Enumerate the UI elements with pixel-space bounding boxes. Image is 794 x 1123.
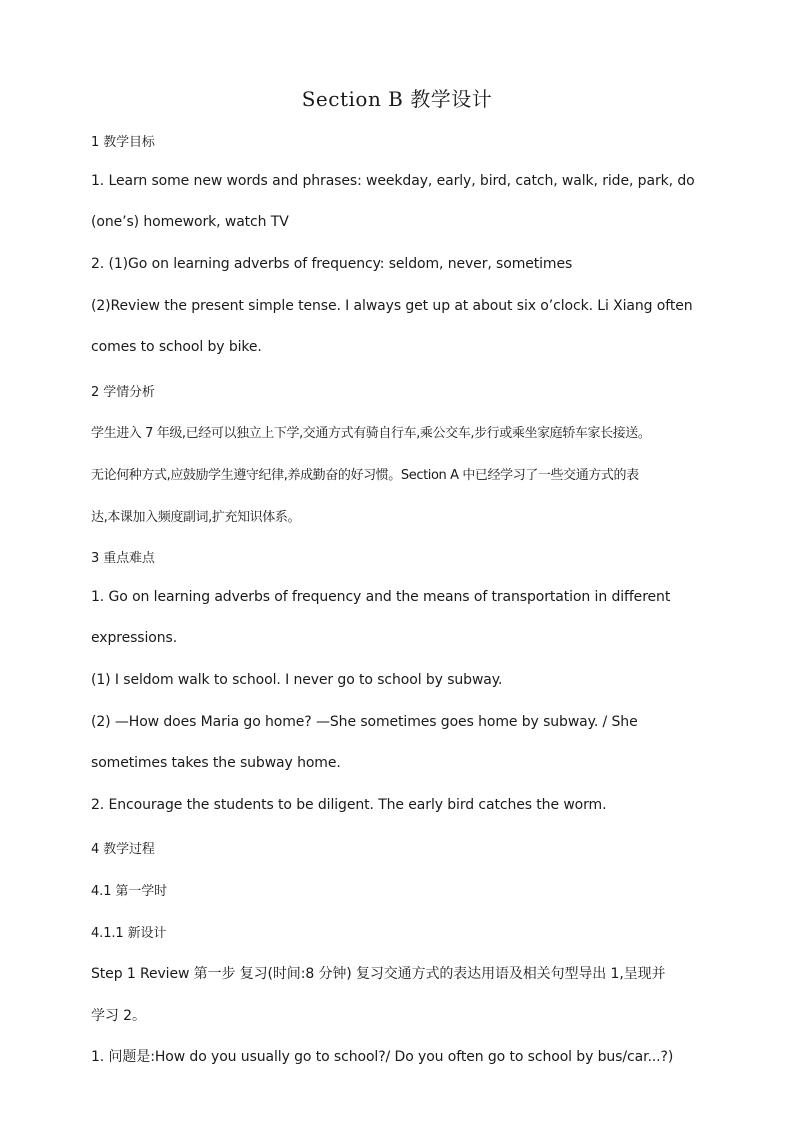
paragraph-line: Step 1 Review 第一步 复习(时间:8 分钟) 复习交通方式的表达用语及相关句型导出 1,呈现并 [91, 966, 666, 982]
paragraph-line: (one’s) homework, watch TV [91, 214, 289, 230]
paragraph-line: expressions. [91, 630, 178, 646]
paragraph-line: sometimes takes the subway home. [91, 755, 341, 771]
paragraph-line: (2)Review the present simple tense. I always get up at about six o’clock. Li Xiang often [91, 298, 693, 314]
section-heading-goals: 1 教学目标 [91, 135, 155, 150]
paragraph-line: 达,本课加入频度副词,扩充知识体系。 [91, 510, 301, 525]
paragraph-line: 学生进入 7 年级,已经可以独立上下学,交通方式有骑自行车,乘公交车,步行或乘坐家庭轿车家长接送。 [91, 426, 651, 441]
paragraph-line: 无论何种方式,应鼓励学生遵守纪律,养成勤奋的好习惯。Section A 中已经学习了一些交通方式的表 [91, 468, 639, 483]
paragraph-line: 1. 问题是:How do you usually go to school?/ Do you often go to school by bus/car...?) [91, 1049, 674, 1065]
section-heading-analysis: 2 学情分析 [91, 385, 155, 400]
paragraph-line: comes to school by bike. [91, 339, 262, 355]
paragraph-line: (1) I seldom walk to school. I never go to school by subway. [91, 672, 503, 688]
paragraph-line: 2. (1)Go on learning adverbs of frequency: seldom, never, sometimes [91, 256, 573, 272]
paragraph-line: 1. Learn some new words and phrases: weekday, early, bird, catch, walk, ride, park, do [91, 173, 695, 189]
paragraph-line: 1. Go on learning adverbs of frequency and the means of transportation in different [91, 589, 671, 605]
page-title: Section B 教学设计 [301, 87, 493, 111]
section-heading-key-points: 3 重点难点 [91, 551, 155, 566]
paragraph-line: 学习 2。 [91, 1008, 146, 1024]
paragraph-line: (2) —How does Maria go home? —She sometimes goes home by subway. / She [91, 714, 638, 730]
section-heading-process: 4 教学过程 [91, 842, 155, 857]
subsection-heading: 4.1.1 新设计 [91, 926, 167, 941]
paragraph-line: 2. Encourage the students to be diligent. The early bird catches the worm. [91, 797, 607, 813]
subsection-heading: 4.1 第一学时 [91, 884, 168, 899]
